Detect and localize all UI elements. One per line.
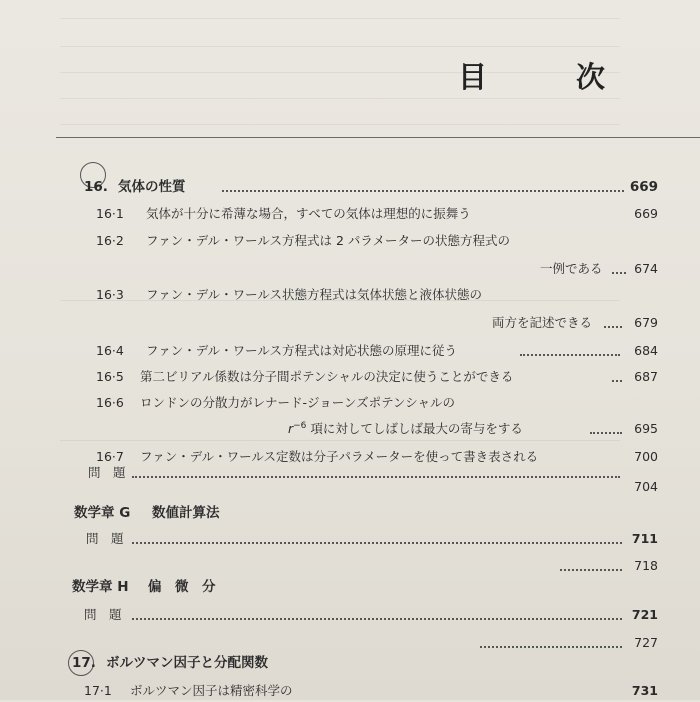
leader-dots <box>612 380 622 382</box>
show-through-line <box>60 98 620 99</box>
show-through-line <box>60 46 620 47</box>
toc-number: 16·2 <box>96 233 124 248</box>
toc-page: 695 <box>634 421 658 436</box>
toc-title: ロンドンの分散力がレナード-ジョーンズポテンシャルの <box>140 395 455 410</box>
toc-page: 687 <box>634 369 658 384</box>
leader-dots <box>604 326 622 328</box>
leader-dots <box>560 569 622 571</box>
toc-entry-page <box>0 476 700 498</box>
toc-entry <box>0 528 700 550</box>
toc-entry-continuation <box>0 418 700 440</box>
toc-entry <box>0 203 700 225</box>
toc-entry-chapter <box>0 652 700 674</box>
toc-number: 数学章 G <box>74 505 131 521</box>
toc-subtitle: 問 題 <box>84 607 122 622</box>
toc-title: 気体の性質 <box>118 179 186 195</box>
toc-title-continued: 一例である <box>540 261 603 276</box>
toc-number: 16·1 <box>96 206 124 221</box>
show-through-line <box>60 18 620 19</box>
toc-number: 16. <box>84 179 108 195</box>
toc-title: 気体が十分に希薄な場合，すべての気体は理想的に振舞う <box>146 206 471 221</box>
toc-entry <box>0 284 700 306</box>
toc-number: 16·6 <box>96 395 124 410</box>
page-title-part1: 目 <box>458 60 488 94</box>
leader-dots <box>520 354 620 356</box>
toc-page: 684 <box>634 343 658 358</box>
show-through-line <box>60 124 620 125</box>
leader-dots <box>132 618 622 620</box>
toc-title: ファン・デル・ワールス方程式は 2 パラメーターの状態方程式の <box>146 233 511 248</box>
toc-title: ファン・デル・ワールス定数は分子パラメーターを使って書き表される <box>140 449 539 464</box>
toc-page: 704 <box>634 479 658 494</box>
leader-dots <box>222 190 624 192</box>
toc-entry <box>0 366 700 388</box>
leader-dots <box>480 646 622 648</box>
toc-entry-math-chapter <box>0 502 700 524</box>
toc-entry-continuation <box>0 258 700 280</box>
show-through-line <box>60 72 620 73</box>
toc-page: 674 <box>634 261 658 276</box>
toc-number: 数学章 H <box>72 579 129 595</box>
toc-page: 669 <box>634 206 658 221</box>
page-title-part2: 次 <box>576 60 606 94</box>
title-rule <box>56 137 700 138</box>
toc-title: 偏 微 分 <box>148 579 216 595</box>
toc-title: ボルツマン因子は精密科学の <box>130 683 293 698</box>
toc-title: ファン・デル・ワールス状態方程式は気体状態と液体状態の <box>146 287 483 302</box>
toc-entry <box>0 340 700 362</box>
toc-number: 16·7 <box>96 449 124 464</box>
math-exponent: −6 <box>293 420 307 431</box>
toc-page: 669 <box>629 179 658 195</box>
toc-title: ボルツマン因子と分配関数 <box>106 655 268 671</box>
toc-entry-continuation <box>0 312 700 334</box>
toc-number: 17·1 <box>84 683 112 698</box>
toc-entry-page <box>0 632 700 654</box>
toc-page: 718 <box>634 558 658 573</box>
leader-dots <box>132 542 622 544</box>
toc-page: 731 <box>631 683 658 698</box>
toc-number: 16·4 <box>96 343 124 358</box>
toc-entry-page <box>0 555 700 577</box>
toc-page: 721 <box>631 607 658 622</box>
toc-entry <box>0 230 700 252</box>
toc-title-rest: 項に対してしばしば最大の寄与をする <box>306 421 523 436</box>
math-variable: r <box>288 421 294 436</box>
toc-number: 16·5 <box>96 369 124 384</box>
toc-title: ファン・デル・ワールス方程式は対応状態の原理に従う <box>146 343 458 358</box>
toc-entry-math-chapter <box>0 576 700 598</box>
toc-title-continued <box>288 418 523 440</box>
toc-number: 16·3 <box>96 287 124 302</box>
toc-title: 第二ビリアル係数は分子間ポテンシャルの決定に使うことができる <box>140 369 514 384</box>
leader-dots <box>590 432 622 434</box>
toc-title: 問 題 <box>88 465 126 480</box>
toc-entry-chapter <box>0 176 700 198</box>
toc-entry <box>0 680 700 702</box>
toc-page: 679 <box>634 315 658 330</box>
toc-title-continued: 両方を記述できる <box>492 315 593 330</box>
toc-number: 17. <box>72 655 96 671</box>
toc-subtitle: 問 題 <box>86 531 124 546</box>
toc-title: 数値計算法 <box>152 505 220 521</box>
toc-page: 727 <box>634 635 658 650</box>
toc-entry <box>0 392 700 414</box>
toc-entry <box>0 604 700 626</box>
toc-page: 711 <box>631 531 658 546</box>
leader-dots <box>612 272 626 274</box>
toc-page: 700 <box>634 449 658 464</box>
show-through-line <box>60 440 620 441</box>
